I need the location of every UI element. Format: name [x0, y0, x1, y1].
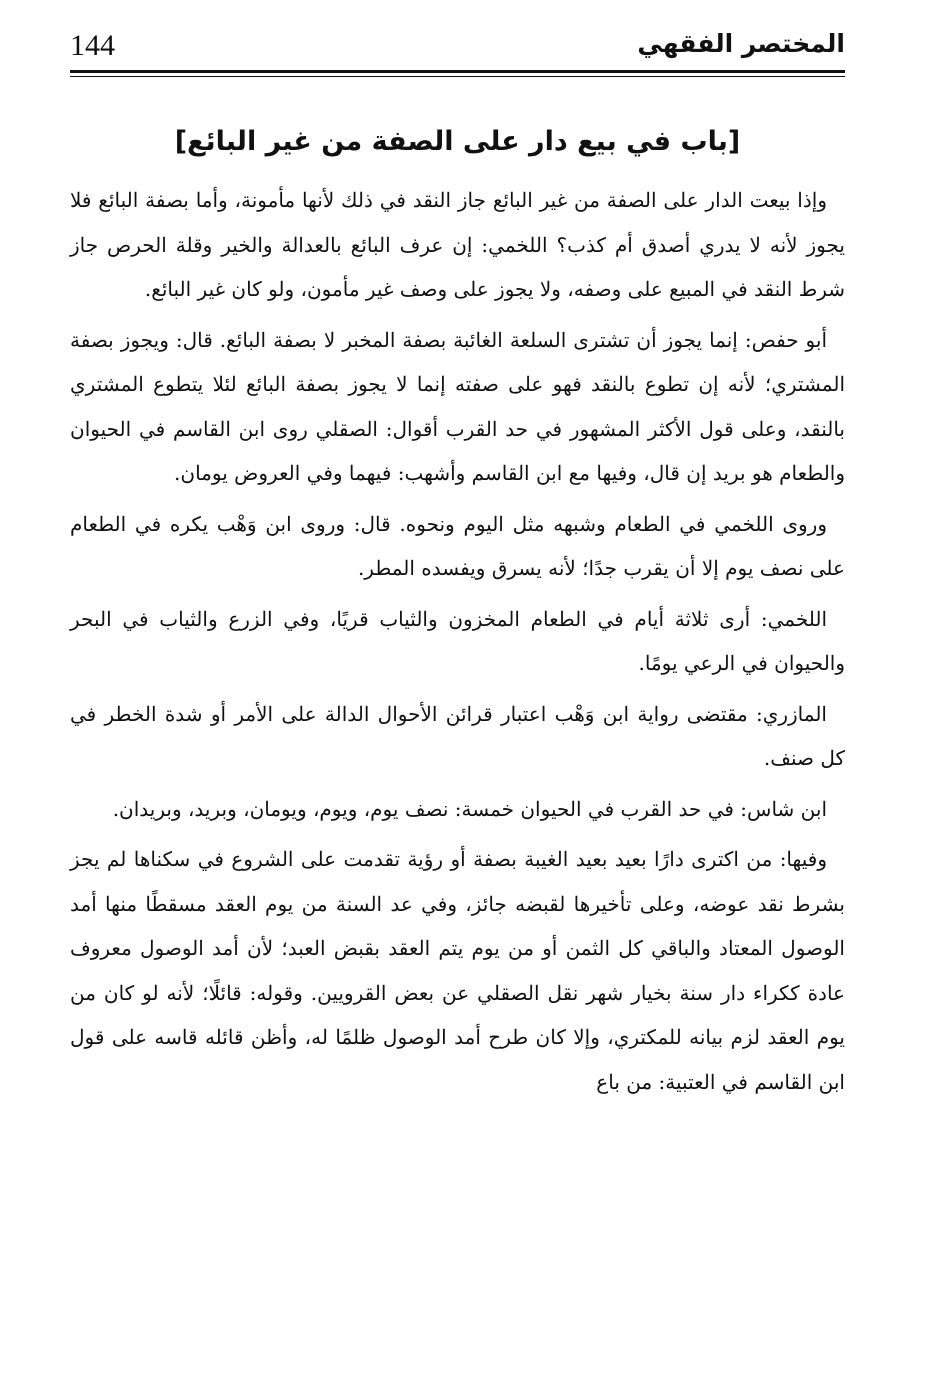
body-text [70, 178, 845, 1110]
paragraph-4: اللخمي: أرى ثلاثة أيام في الطعام المخزون والثياب قريًا، وفي الزرع والثياب في البحر والحيوان في الرعي يومًا. [70, 606, 845, 675]
paragraph-5: المازري: مقتضى رواية ابن وَهْب اعتبار قرائن الأحوال الدالة على الأمر أو شدة الخطر في كل صنف. [70, 701, 845, 770]
paragraph-2: أبو حفص: إنما يجوز أن تشترى السلعة الغائبة بصفة المخبر لا بصفة البائع. قال: ويجوز بصفة المشتري؛ لأنه إن تطوع بالنقد فهو على صفته إنما لا يجوز بصفة البائع لئلا يتطوع المشتري بالنقد، وعلى قول الأكثر المشهور في حد القرب أقوال: الصقلي روى ابن القاسم في الحيوان والطعام هو بريد إن قال، وفيها مع ابن القاسم وأشهب: فيهما وفي العروض يومان. [70, 327, 845, 485]
paragraph-6: ابن شاس: في حد القرب في الحيوان خمسة: نصف يوم، ويوم، ويومان، وبريد، وبريدان. [112, 796, 827, 821]
running-title: المختصر الفقهي [637, 29, 845, 58]
page-number: 144 [70, 29, 115, 62]
page-header [70, 24, 845, 68]
header-rule-thick [70, 70, 845, 73]
paragraph-1: وإذا بيعت الدار على الصفة من غير البائع جاز النقد في ذلك لأنها مأمونة، وأما بصفة البائع فلا يجوز لأنه لا يدري أصدق أم كذب؟ اللخمي: إن عرف البائع بالعدالة والخير وقلة الحرص جاز شرط النقد في المبيع على وصفه، ولا يجوز على وصف غير مأمون، ولو كان غير البائع. [70, 188, 845, 301]
chapter-title: [باب في بيع دار على الصفة من غير البائع] [174, 126, 741, 157]
header-rule-thin [70, 76, 845, 77]
paragraph-3: وروى اللخمي في الطعام وشبهه مثل اليوم ونحوه. قال: وروى ابن وَهْب يكره في الطعام على نصف يوم إلا أن يقرب جدًا؛ لأنه يسرق ويفسده المطر. [70, 511, 845, 580]
paragraph-7: وفيها: من اكترى دارًا بعيد بعيد الغيبة بصفة أو رؤية تقدمت على الشروع في سكناها لم يجز بشرط نقد عوضه، وعلى تأخيرها لقبضه جائز، وفي عد السنة من يوم العقد مسقطًا منها أمد الوصول المعتاد والباقي كل الثمن أو من يوم يتم العقد بقبض العبد؛ لأن أمد الوصول معروف عادة ككراء دار سنة بخيار شهر نقل الصقلي عن بعض القرويين. وقوله: قائلًا؛ لأنه لو كان من يوم العقد لزم بيانه للمكتري، وإلا كان طرح أمد الوصول ظلمًا له، وأظن قائله قاسه على قول ابن القاسم في العتبية: من باع [70, 847, 845, 1094]
